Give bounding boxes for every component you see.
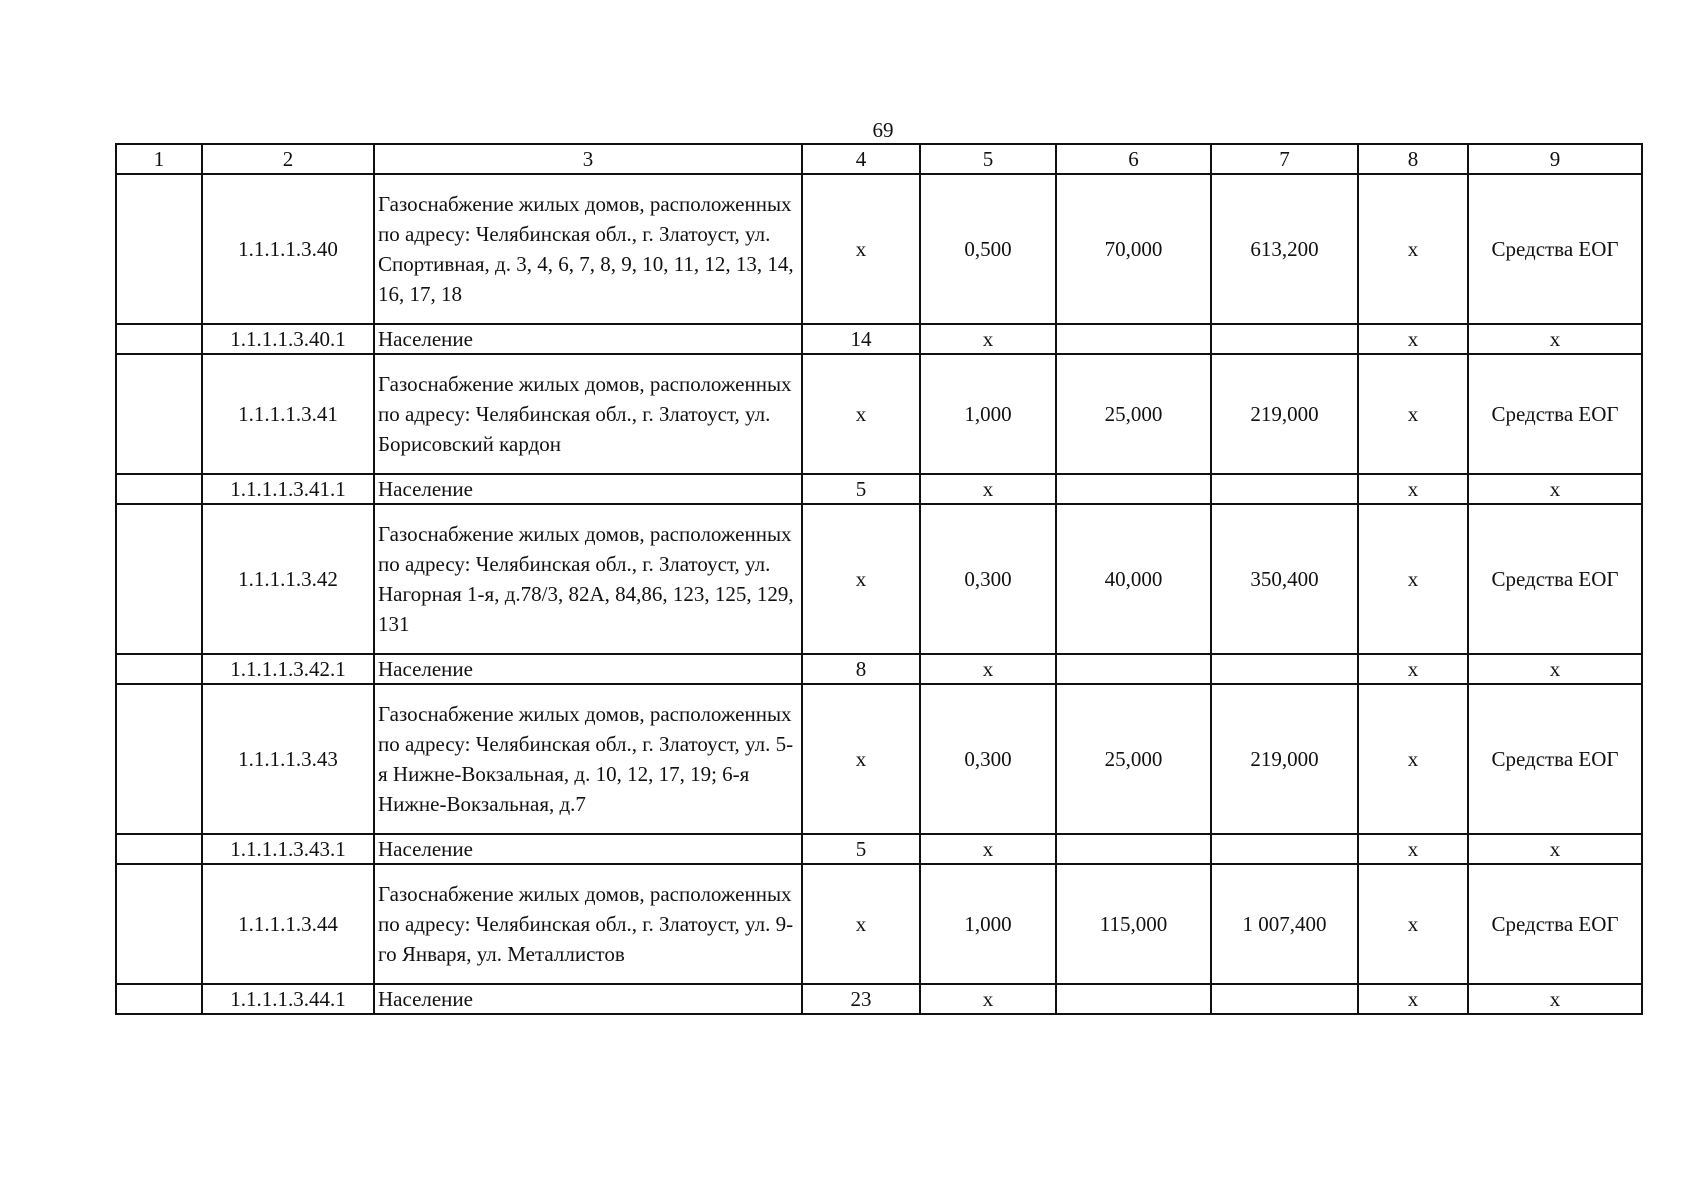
description-cell: Газоснабжение жилых домов, расположенных по адресу: Челябинская обл., г. Златоуст, ул. Борисовский кардон	[374, 354, 802, 474]
col8-cell: x	[1358, 684, 1468, 834]
col5-cell: x	[920, 654, 1056, 684]
row-number-cell	[116, 684, 202, 834]
funding-source-cell: Средства ЕОГ	[1468, 504, 1642, 654]
row-number-cell	[116, 474, 202, 504]
code-cell: 1.1.1.1.3.42.1	[202, 654, 374, 684]
col7-cell: 350,400	[1211, 504, 1358, 654]
col4-cell: x	[802, 354, 920, 474]
header-cell: 9	[1468, 144, 1642, 174]
row-number-cell	[116, 324, 202, 354]
col7-cell	[1211, 834, 1358, 864]
table-row	[116, 654, 1642, 684]
header-cell: 6	[1056, 144, 1211, 174]
header-cell: 8	[1358, 144, 1468, 174]
col7-cell: 613,200	[1211, 174, 1358, 324]
col7-cell: 219,000	[1211, 684, 1358, 834]
col4-cell: 8	[802, 654, 920, 684]
col6-cell	[1056, 984, 1211, 1014]
col5-cell: x	[920, 324, 1056, 354]
header-cell: 3	[374, 144, 802, 174]
description-cell: Газоснабжение жилых домов, расположенных по адресу: Челябинская обл., г. Златоуст, ул. 5-я Нижне-Вокзальная, д. 10, 12, 17, 19; 6-я Нижне-Вокзальная, д.7	[374, 684, 802, 834]
header-cell: 2	[202, 144, 374, 174]
funding-source-cell: Средства ЕОГ	[1468, 174, 1642, 324]
row-number-cell	[116, 864, 202, 984]
code-cell: 1.1.1.1.3.43	[202, 684, 374, 834]
funding-source-cell: x	[1468, 474, 1642, 504]
row-number-cell	[116, 354, 202, 474]
description-cell: Население	[374, 324, 802, 354]
code-cell: 1.1.1.1.3.40	[202, 174, 374, 324]
col8-cell: x	[1358, 984, 1468, 1014]
col6-cell: 40,000	[1056, 504, 1211, 654]
code-cell: 1.1.1.1.3.40.1	[202, 324, 374, 354]
header-cell: 1	[116, 144, 202, 174]
col5-cell: x	[920, 984, 1056, 1014]
col4-cell: x	[802, 684, 920, 834]
funding-source-cell: x	[1468, 834, 1642, 864]
col6-cell: 115,000	[1056, 864, 1211, 984]
col4-cell: x	[802, 174, 920, 324]
funding-source-cell: x	[1468, 654, 1642, 684]
description-cell: Население	[374, 834, 802, 864]
col6-cell	[1056, 834, 1211, 864]
row-number-cell	[116, 834, 202, 864]
col8-cell: x	[1358, 354, 1468, 474]
header-cell: 5	[920, 144, 1056, 174]
table-row	[116, 324, 1642, 354]
col4-cell: 5	[802, 834, 920, 864]
col4-cell: x	[802, 864, 920, 984]
col6-cell: 25,000	[1056, 684, 1211, 834]
description-cell: Население	[374, 474, 802, 504]
funding-source-cell: Средства ЕОГ	[1468, 684, 1642, 834]
col7-cell	[1211, 654, 1358, 684]
col8-cell: x	[1358, 864, 1468, 984]
table-row	[116, 354, 1642, 474]
code-cell: 1.1.1.1.3.41	[202, 354, 374, 474]
col6-cell	[1056, 324, 1211, 354]
col7-cell: 1 007,400	[1211, 864, 1358, 984]
col8-cell: x	[1358, 474, 1468, 504]
col5-cell: x	[920, 834, 1056, 864]
col8-cell: x	[1358, 654, 1468, 684]
description-cell: Газоснабжение жилых домов, расположенных по адресу: Челябинская обл., г. Златоуст, ул. Нагорная 1-я, д.78/3, 82А, 84,86, 123, 125, 129, 131	[374, 504, 802, 654]
code-cell: 1.1.1.1.3.44.1	[202, 984, 374, 1014]
col5-cell: x	[920, 474, 1056, 504]
col7-cell	[1211, 474, 1358, 504]
header-cell: 4	[802, 144, 920, 174]
description-cell: Газоснабжение жилых домов, расположенных по адресу: Челябинская обл., г. Златоуст, ул. 9-го Января, ул. Металлистов	[374, 864, 802, 984]
col5-cell: 1,000	[920, 354, 1056, 474]
col4-cell: 23	[802, 984, 920, 1014]
table-row	[116, 684, 1642, 834]
table-row	[116, 504, 1642, 654]
col8-cell: x	[1358, 324, 1468, 354]
description-cell: Газоснабжение жилых домов, расположенных по адресу: Челябинская обл., г. Златоуст, ул. Спортивная, д. 3, 4, 6, 7, 8, 9, 10, 11, 12, 13, 14, 16, 17, 18	[374, 174, 802, 324]
col5-cell: 0,300	[920, 684, 1056, 834]
row-number-cell	[116, 654, 202, 684]
funding-source-cell: x	[1468, 324, 1642, 354]
col8-cell: x	[1358, 504, 1468, 654]
col7-cell: 219,000	[1211, 354, 1358, 474]
table-row	[116, 984, 1642, 1014]
col5-cell: 0,300	[920, 504, 1056, 654]
table-row	[116, 474, 1642, 504]
col8-cell: x	[1358, 174, 1468, 324]
description-cell: Население	[374, 654, 802, 684]
col6-cell: 25,000	[1056, 354, 1211, 474]
row-number-cell	[116, 984, 202, 1014]
col5-cell: 0,500	[920, 174, 1056, 324]
code-cell: 1.1.1.1.3.42	[202, 504, 374, 654]
col6-cell	[1056, 474, 1211, 504]
header-cell: 7	[1211, 144, 1358, 174]
funding-source-cell: x	[1468, 984, 1642, 1014]
table-header-row	[116, 144, 1642, 174]
table-row	[116, 864, 1642, 984]
row-number-cell	[116, 504, 202, 654]
col4-cell: x	[802, 504, 920, 654]
col5-cell: 1,000	[920, 864, 1056, 984]
code-cell: 1.1.1.1.3.43.1	[202, 834, 374, 864]
description-cell: Население	[374, 984, 802, 1014]
col4-cell: 5	[802, 474, 920, 504]
code-cell: 1.1.1.1.3.41.1	[202, 474, 374, 504]
code-cell: 1.1.1.1.3.44	[202, 864, 374, 984]
col7-cell	[1211, 324, 1358, 354]
col7-cell	[1211, 984, 1358, 1014]
col6-cell: 70,000	[1056, 174, 1211, 324]
table-row	[116, 174, 1642, 324]
col8-cell: x	[1358, 834, 1468, 864]
page-number: 69	[872, 118, 894, 142]
data-table	[115, 143, 1643, 1015]
table-row	[116, 834, 1642, 864]
col6-cell	[1056, 654, 1211, 684]
funding-source-cell: Средства ЕОГ	[1468, 864, 1642, 984]
col4-cell: 14	[802, 324, 920, 354]
row-number-cell	[116, 174, 202, 324]
funding-source-cell: Средства ЕОГ	[1468, 354, 1642, 474]
